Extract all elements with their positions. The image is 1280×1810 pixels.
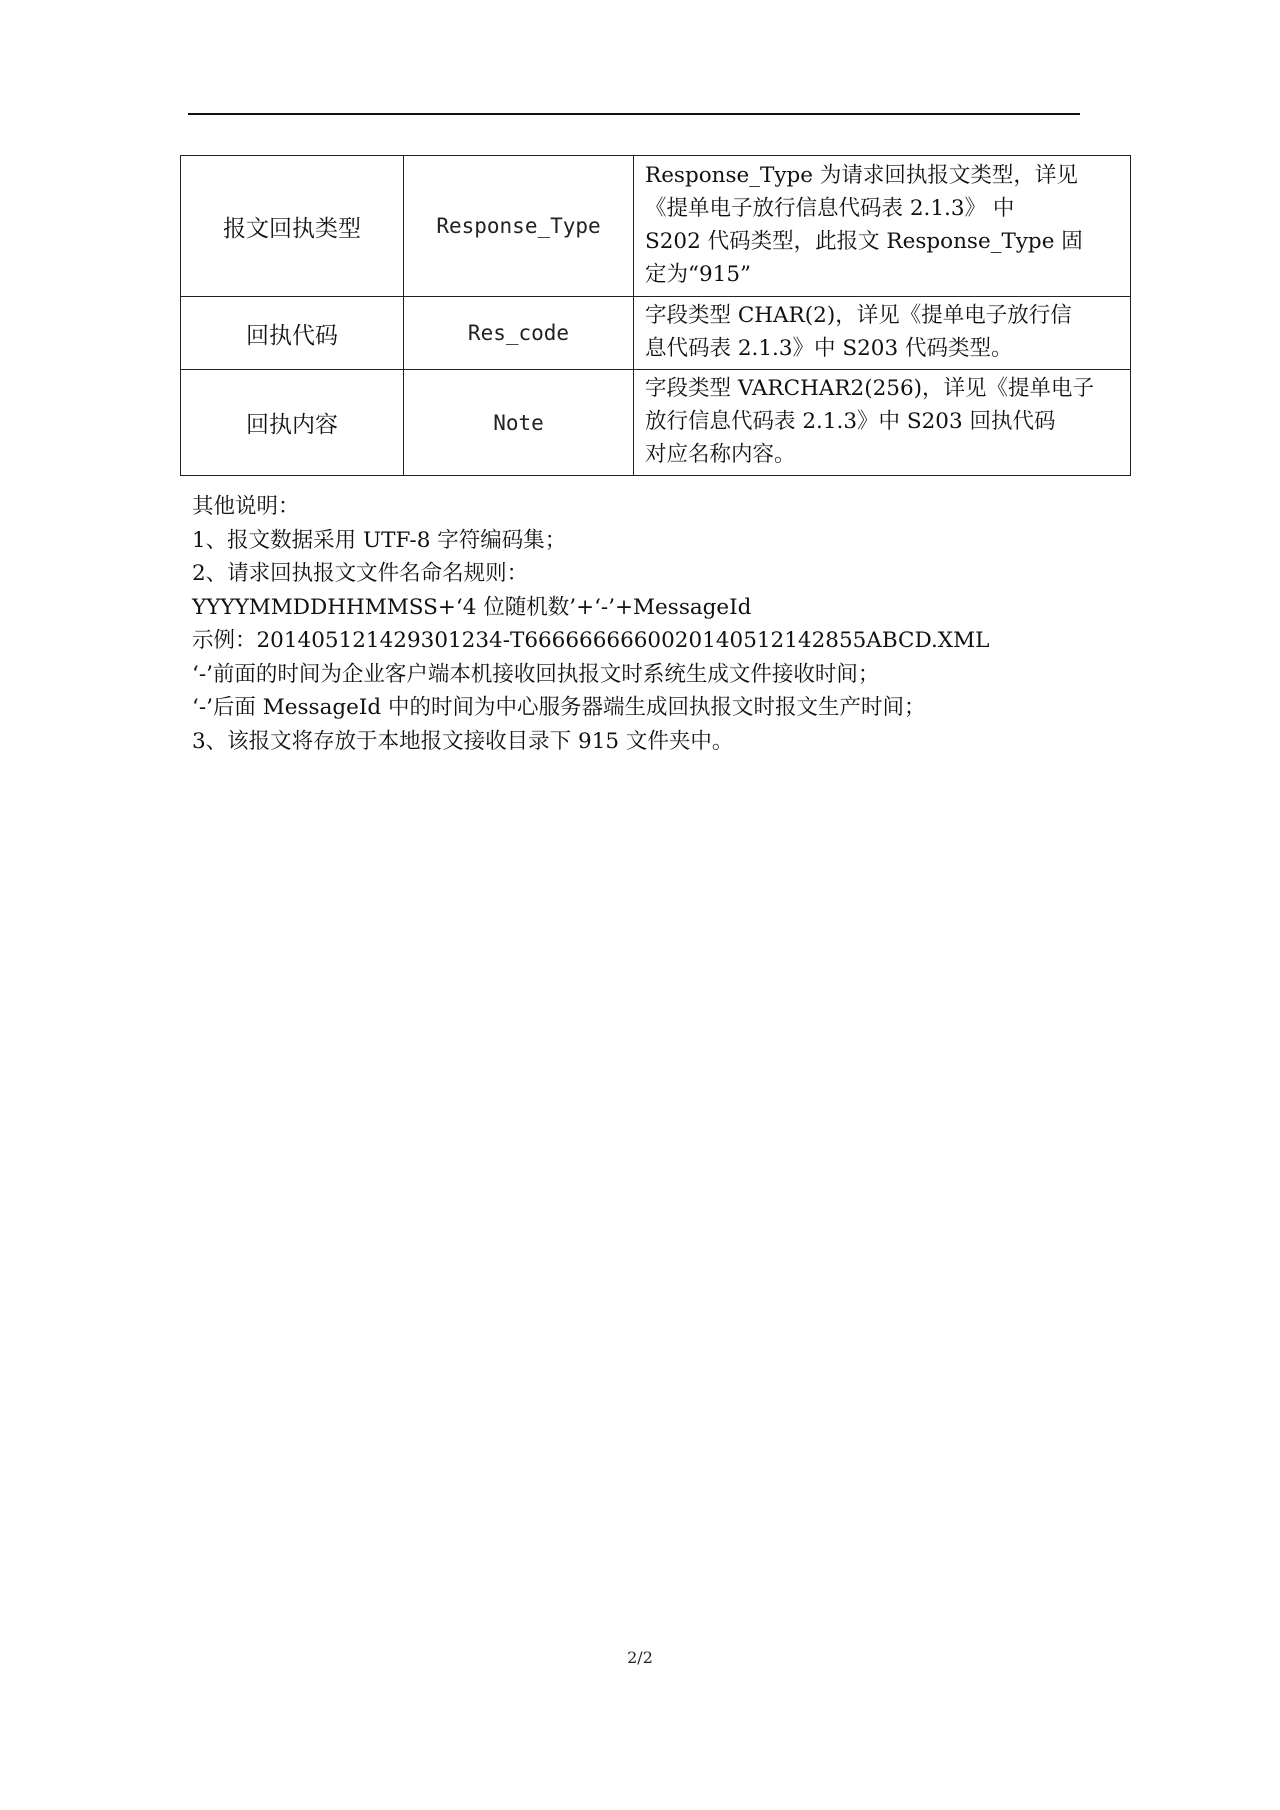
note-line: 示例：201405121429301234-T666666666002014051214285​5ABCD.XML [192,628,990,653]
table-row [181,297,1131,370]
field-code: Res_code [404,297,634,370]
note-line: YYYYMMDDHHMMSS+‘4 位随机数’+‘-’+MessageId [192,594,752,620]
description-line: 字段类型 VARCHAR2(256)，详见《提单电子 [645,376,1095,401]
note-line: 3、该报文将存放于本地报文接收目录下 915 文件夹中。 [192,728,734,754]
description-line: 字段类型 CHAR(2)，详见《提单电子放行信 [645,303,1072,328]
description-line: 对应名称内容。 [645,442,796,467]
note-line: ‘-’后面 MessageId 中的时间为中心服务器端生成回执报文时报文生产时间； [192,695,926,720]
field-table [180,155,1131,476]
table-row [181,370,1131,476]
note-line: 2、请求回执报文文件名命名规则： [192,561,529,586]
description-line: 放行信息代码表 2.1.3》中 S203 回执代码 [645,409,1056,434]
table-row [181,156,1131,297]
field-description [634,370,1131,476]
description-line: S202 代码类型，此报文 Response_Type 固 [645,229,1083,254]
notes-section [192,490,1112,758]
field-name: 回执内容 [181,370,404,476]
header-rule [188,113,1080,115]
field-description [634,156,1131,297]
field-code: Response_Type [404,156,634,297]
description-line: 息代码表 2.1.3》中 S203 代码类型。 [645,336,1013,361]
notes-heading: 其他说明： [192,494,300,519]
field-description [634,297,1131,370]
note-line: ‘-’前面的时间为企业客户端本机接收回执报文时系统生成文件接收时间； [192,661,880,687]
description-line: Response_Type 为请求回执报文类型，详见 [645,163,1078,188]
field-name: 报文回执类型 [181,156,404,297]
page-number: 2/2 [627,1648,653,1667]
note-line: 1、报文数据采用 UTF-8 字符编码集； [192,527,567,553]
description-line: 《提单电子放行信息代码表 2.1.3》 中 [645,196,1015,221]
field-code: Note [404,370,634,476]
field-name: 回执代码 [181,297,404,370]
description-line: 定为“915” [645,262,752,287]
